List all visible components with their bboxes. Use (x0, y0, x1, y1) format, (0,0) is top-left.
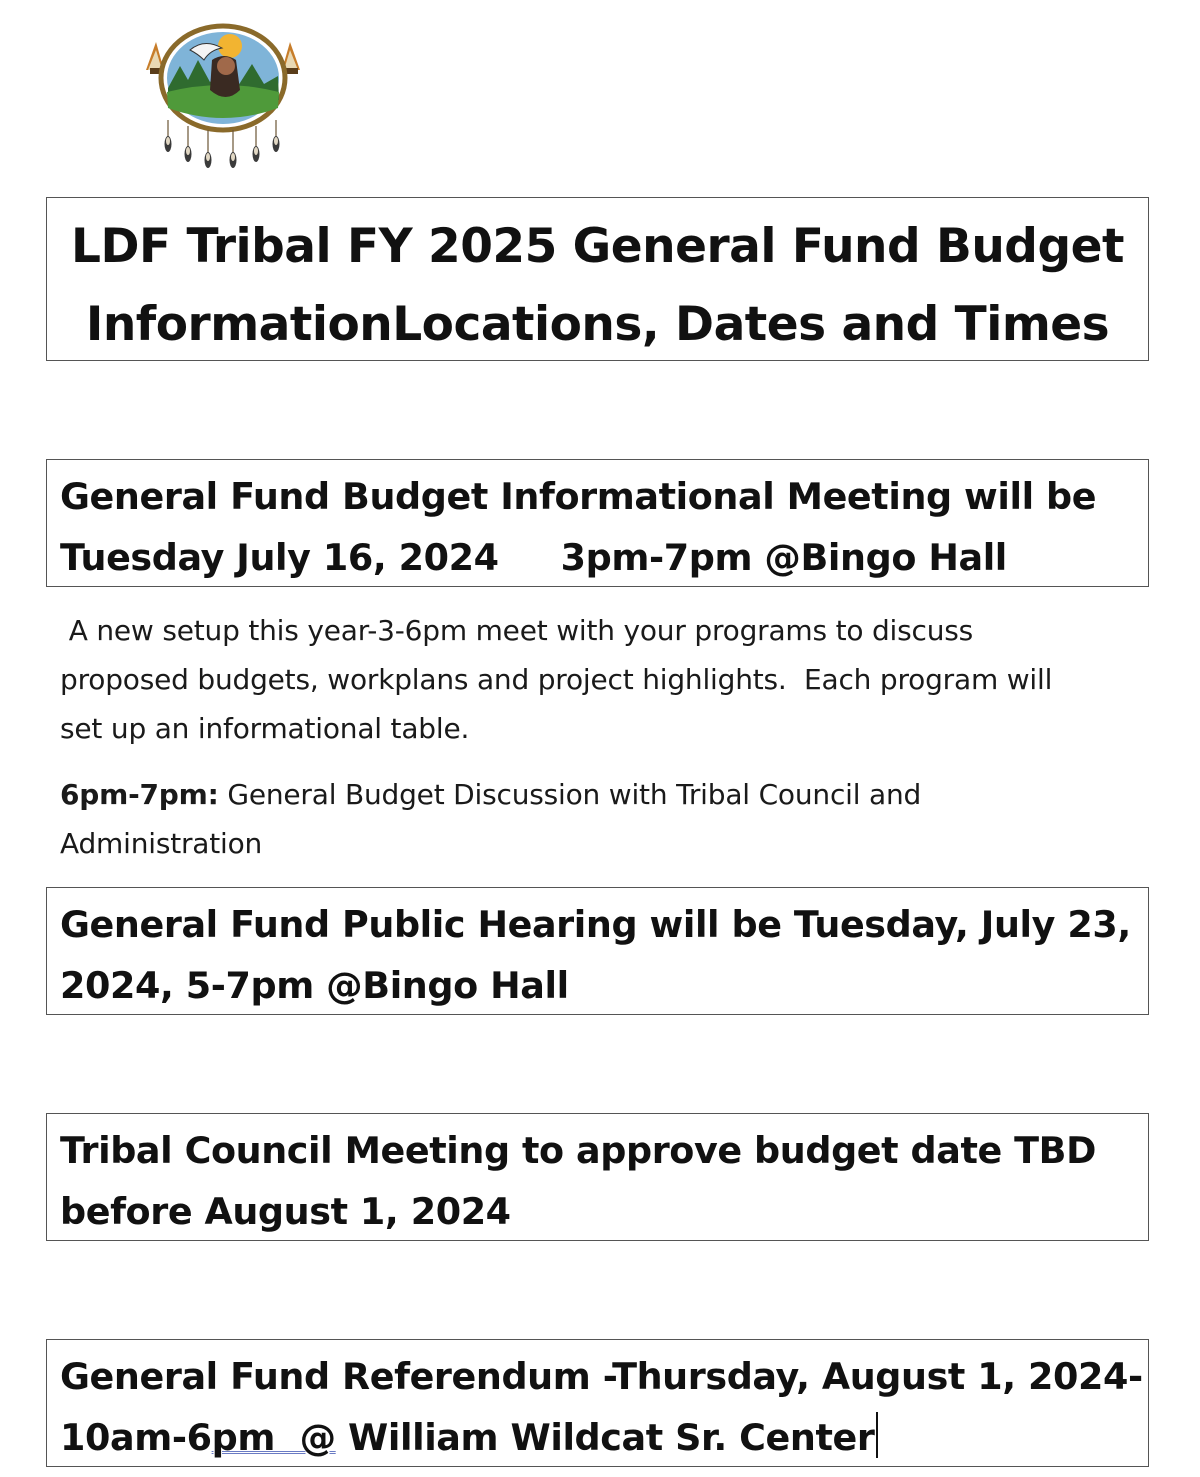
discussion-text: General Budget Discussion with Tribal Council and (218, 778, 922, 811)
title-box (46, 197, 1149, 361)
council-meeting-line-2: before August 1, 2024 (60, 1190, 511, 1233)
setup-line-1: A new setup this year-3-6pm meet with your programs to discuss (60, 614, 974, 647)
text-cursor (876, 1412, 878, 1458)
setup-paragraph (60, 606, 1160, 753)
referendum-time-prefix: 10am-6 (60, 1416, 212, 1459)
setup-line-3: set up an informational table. (60, 712, 470, 745)
council-meeting-box (46, 1113, 1149, 1241)
title-line-1: LDF Tribal FY 2025 General Fund Budget (71, 219, 1124, 274)
council-meeting-line-1: Tribal Council Meeting to approve budget date TBD (60, 1129, 1096, 1172)
referendum-location: William Wildcat Sr. Center (335, 1416, 875, 1459)
referendum-line-2 (60, 1407, 1148, 1468)
discussion-time-label: 6pm-7pm: (60, 778, 219, 811)
discussion-paragraph (60, 770, 1160, 868)
discussion-line-1 (60, 770, 1160, 819)
public-hearing-box (46, 887, 1149, 1015)
referendum-line-1: General Fund Referendum -Thursday, August 1, 2024- (60, 1355, 1143, 1398)
info-meeting-line-2 (60, 527, 1148, 588)
setup-line-2: proposed budgets, workplans and project highlights. Each program will (60, 663, 1053, 696)
referendum-box (46, 1339, 1149, 1467)
tribal-seal-dreamcatcher-icon (138, 20, 308, 175)
info-meeting-box (46, 459, 1149, 587)
discussion-line-2: Administration (60, 827, 263, 860)
title-line-2: InformationLocations, Dates and Times (85, 297, 1110, 352)
info-meeting-time-place: 3pm-7pm @Bingo Hall (560, 536, 1007, 579)
public-hearing-line-2: 2024, 5-7pm @Bingo Hall (60, 964, 569, 1007)
info-meeting-date: Tuesday July 16, 2024 (60, 536, 499, 579)
referendum-underlined-text: pm @ (211, 1416, 336, 1459)
public-hearing-line-1: General Fund Public Hearing will be Tuesday, July 23, (60, 903, 1131, 946)
info-meeting-line-1: General Fund Budget Informational Meeting will be (60, 475, 1097, 518)
